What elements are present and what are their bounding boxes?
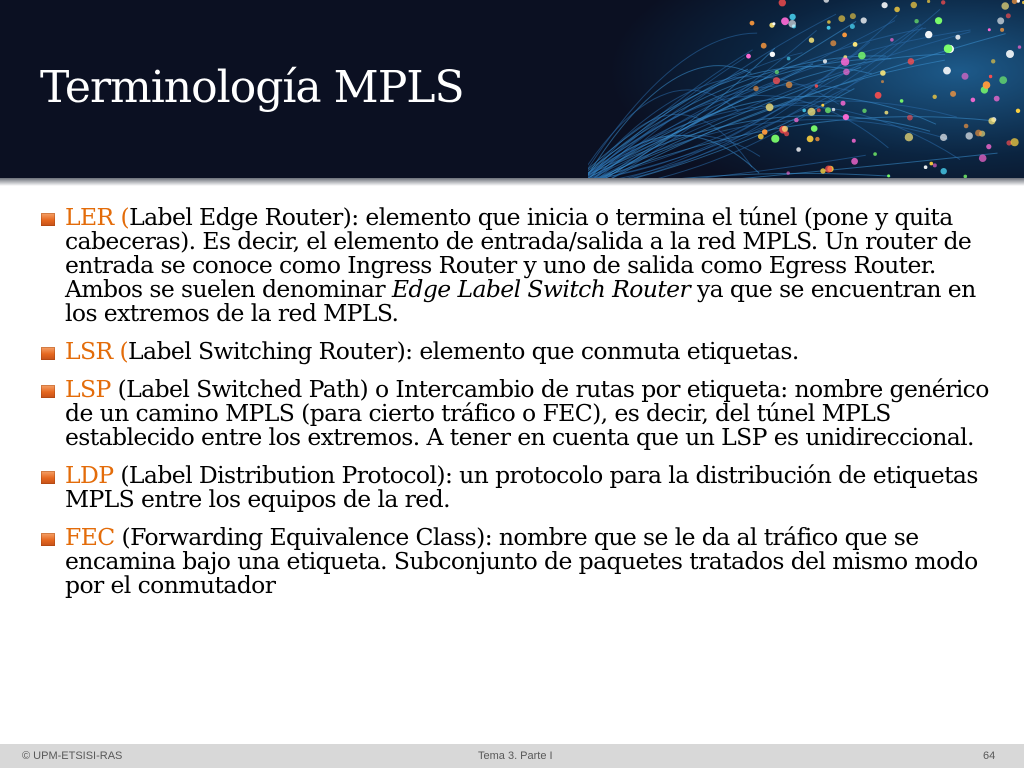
fiber-light bbox=[853, 42, 858, 47]
fiber-light bbox=[820, 168, 825, 173]
fiber-light bbox=[794, 118, 799, 123]
fiber-light bbox=[1006, 50, 1014, 58]
fiber-light bbox=[862, 109, 866, 113]
fiber-light bbox=[753, 86, 758, 91]
fiber-light bbox=[905, 133, 913, 141]
fiber-light bbox=[875, 92, 882, 99]
fiber-light bbox=[841, 58, 849, 66]
fiber-light bbox=[825, 166, 832, 173]
bullet-text: Label Switching Router): elemento que conmuta etiquetas. bbox=[128, 337, 799, 365]
fiber-light bbox=[808, 108, 816, 116]
fiber-light bbox=[1011, 138, 1019, 146]
page-number: 64 bbox=[983, 750, 996, 762]
fiber-light bbox=[880, 70, 886, 76]
bullet-item bbox=[40, 339, 990, 363]
fiber-light bbox=[890, 38, 894, 42]
bullet-list bbox=[40, 205, 990, 611]
fiber-light bbox=[988, 118, 995, 125]
bullet-text: (Label Distribution Protocol): un protocolo para la distribución de etiquetas MPLS entre los equipos de la red. bbox=[65, 461, 978, 513]
fiber-light bbox=[997, 17, 1004, 24]
fiber-light bbox=[873, 152, 877, 156]
bullet-term: LDP bbox=[65, 461, 114, 489]
fiber-optic-image bbox=[588, 0, 1024, 178]
bullet-item bbox=[40, 463, 990, 511]
fiber-light bbox=[944, 44, 953, 53]
fiber-light bbox=[983, 81, 991, 89]
fiber-light bbox=[907, 115, 913, 121]
fiber-light bbox=[943, 67, 951, 75]
fiber-light bbox=[773, 77, 780, 84]
fiber-light bbox=[933, 163, 937, 167]
footer-center-label: Tema 3. Parte I bbox=[478, 750, 553, 762]
fiber-light bbox=[784, 131, 789, 136]
fiber-light bbox=[900, 99, 904, 103]
fiber-light bbox=[782, 126, 788, 132]
fiber-light bbox=[766, 103, 774, 111]
fiber-light bbox=[788, 20, 796, 28]
fiber-light bbox=[994, 96, 1000, 102]
fiber-light bbox=[885, 111, 889, 115]
bullet-term: FEC bbox=[65, 523, 115, 551]
bullet-item bbox=[40, 377, 990, 449]
footer-copyright: © UPM-ETSISI-RAS bbox=[22, 750, 123, 762]
fiber-light bbox=[1016, 109, 1020, 113]
bullet-square-icon bbox=[41, 347, 55, 360]
fiber-light bbox=[825, 107, 831, 113]
fiber-light bbox=[746, 54, 751, 59]
slide-header bbox=[0, 0, 1024, 178]
bullet-text: Label Edge Router): elemento que inicia o termina el túnel (pone y quita cabeceras). Es decir, el elemento de entrada/salida a la red MPLS. Un router de entrada se conoce como Ingress Router y uno de salida como Egress Router. Ambos se suelen denominar bbox=[65, 203, 972, 303]
fiber-light bbox=[1018, 45, 1021, 48]
fiber-light bbox=[941, 168, 947, 174]
bullet-square-icon bbox=[41, 385, 55, 398]
slide-footer bbox=[0, 744, 1024, 768]
fiber-light bbox=[882, 2, 888, 8]
bullet-term: LER ( bbox=[65, 203, 130, 231]
fiber-light bbox=[758, 134, 764, 140]
header-shadow bbox=[0, 178, 1024, 186]
fiber-light bbox=[770, 52, 775, 57]
fiber-light bbox=[809, 38, 814, 43]
fiber-light bbox=[838, 15, 845, 22]
fiber-light bbox=[821, 104, 824, 107]
fiber-light bbox=[925, 31, 932, 38]
bullet-text-italic: Edge Label Switch Router bbox=[391, 275, 691, 303]
fiber-light bbox=[842, 33, 847, 38]
fiber-light bbox=[841, 101, 846, 106]
fiber-light bbox=[933, 95, 937, 99]
fiber-light bbox=[750, 21, 755, 26]
fiber-light bbox=[989, 75, 992, 78]
fiber-light bbox=[762, 129, 768, 135]
fiber-light bbox=[979, 154, 987, 162]
bullet-square-icon bbox=[41, 471, 55, 484]
fiber-light bbox=[787, 171, 790, 174]
bullet-term: LSP bbox=[65, 375, 111, 403]
fiber-light bbox=[924, 165, 928, 169]
fiber-light bbox=[843, 114, 849, 120]
fiber-light bbox=[971, 98, 976, 103]
fiber-light bbox=[991, 59, 995, 63]
fiber-light bbox=[786, 82, 793, 89]
fiber-light bbox=[802, 109, 806, 113]
fiber-light bbox=[817, 108, 821, 112]
fiber-light bbox=[796, 147, 801, 152]
fiber-light bbox=[852, 139, 856, 143]
fiber-light bbox=[771, 135, 779, 143]
fiber-light bbox=[815, 137, 819, 141]
fiber-light bbox=[1001, 2, 1009, 10]
fiber-light bbox=[775, 70, 779, 74]
fiber-light bbox=[843, 69, 850, 76]
fiber-light bbox=[823, 59, 827, 63]
bullet-term: LSR ( bbox=[65, 337, 129, 365]
fiber-light bbox=[962, 73, 969, 80]
bullet-square-icon bbox=[41, 213, 55, 226]
fiber-light bbox=[789, 14, 795, 20]
fiber-light bbox=[861, 17, 867, 23]
fiber-light bbox=[1006, 13, 1011, 18]
bullet-item bbox=[40, 205, 990, 325]
bullet-text: (Forwarding Equivalence Class): nombre que se le da al tráfico que se encamina bajo una etiqueta. Subconjunto de paquetes tratados del mismo modo por el conmutador bbox=[65, 523, 978, 599]
fiber-light bbox=[940, 134, 947, 141]
fiber-light bbox=[881, 80, 884, 83]
bullet-text: (Label Switched Path) o Intercambio de rutas por etiqueta: nombre genérico de un camino MPLS (para cierto tráfico o FEC), es decir, del túnel MPLS establecido entre los extremos. A tener en cuenta que un LSP es unidireccional. bbox=[65, 375, 989, 451]
bullet-text: ya que se encuentran en los extremos de la red MPLS. bbox=[65, 275, 976, 327]
fiber-light bbox=[887, 174, 890, 177]
fiber-light bbox=[930, 162, 934, 166]
fiber-light bbox=[827, 26, 831, 30]
fiber-light bbox=[986, 144, 991, 149]
bullet-item bbox=[40, 525, 990, 597]
fiber-light bbox=[851, 158, 858, 165]
fiber-light bbox=[988, 28, 991, 31]
fiber-light bbox=[830, 40, 836, 46]
fiber-light bbox=[908, 58, 915, 65]
slide-title: Terminología MPLS bbox=[40, 62, 464, 113]
fiber-light bbox=[772, 22, 775, 25]
fiber-light bbox=[999, 76, 1007, 84]
bullet-square-icon bbox=[41, 533, 55, 546]
fiber-light bbox=[858, 52, 866, 60]
fiber-light bbox=[964, 124, 969, 129]
fiber-light bbox=[1000, 28, 1004, 32]
fiber-light bbox=[850, 13, 856, 19]
fiber-light bbox=[955, 35, 960, 40]
fiber-light bbox=[894, 7, 900, 13]
fiber-light bbox=[941, 0, 945, 4]
fiber-light bbox=[966, 132, 973, 139]
fiber-light bbox=[850, 24, 855, 29]
fiber-light bbox=[914, 19, 918, 23]
fiber-light bbox=[975, 130, 982, 137]
fiber-light bbox=[807, 136, 814, 143]
fiber-light bbox=[761, 43, 767, 49]
fiber-light bbox=[950, 91, 956, 97]
fiber-light bbox=[935, 17, 942, 24]
fiber-light bbox=[832, 108, 835, 111]
fiber-light bbox=[815, 84, 818, 87]
fiber-light bbox=[781, 17, 789, 25]
fiber-light bbox=[811, 125, 818, 132]
fiber-light bbox=[911, 2, 917, 8]
fiber-light bbox=[787, 57, 791, 61]
fiber-light bbox=[827, 20, 831, 24]
